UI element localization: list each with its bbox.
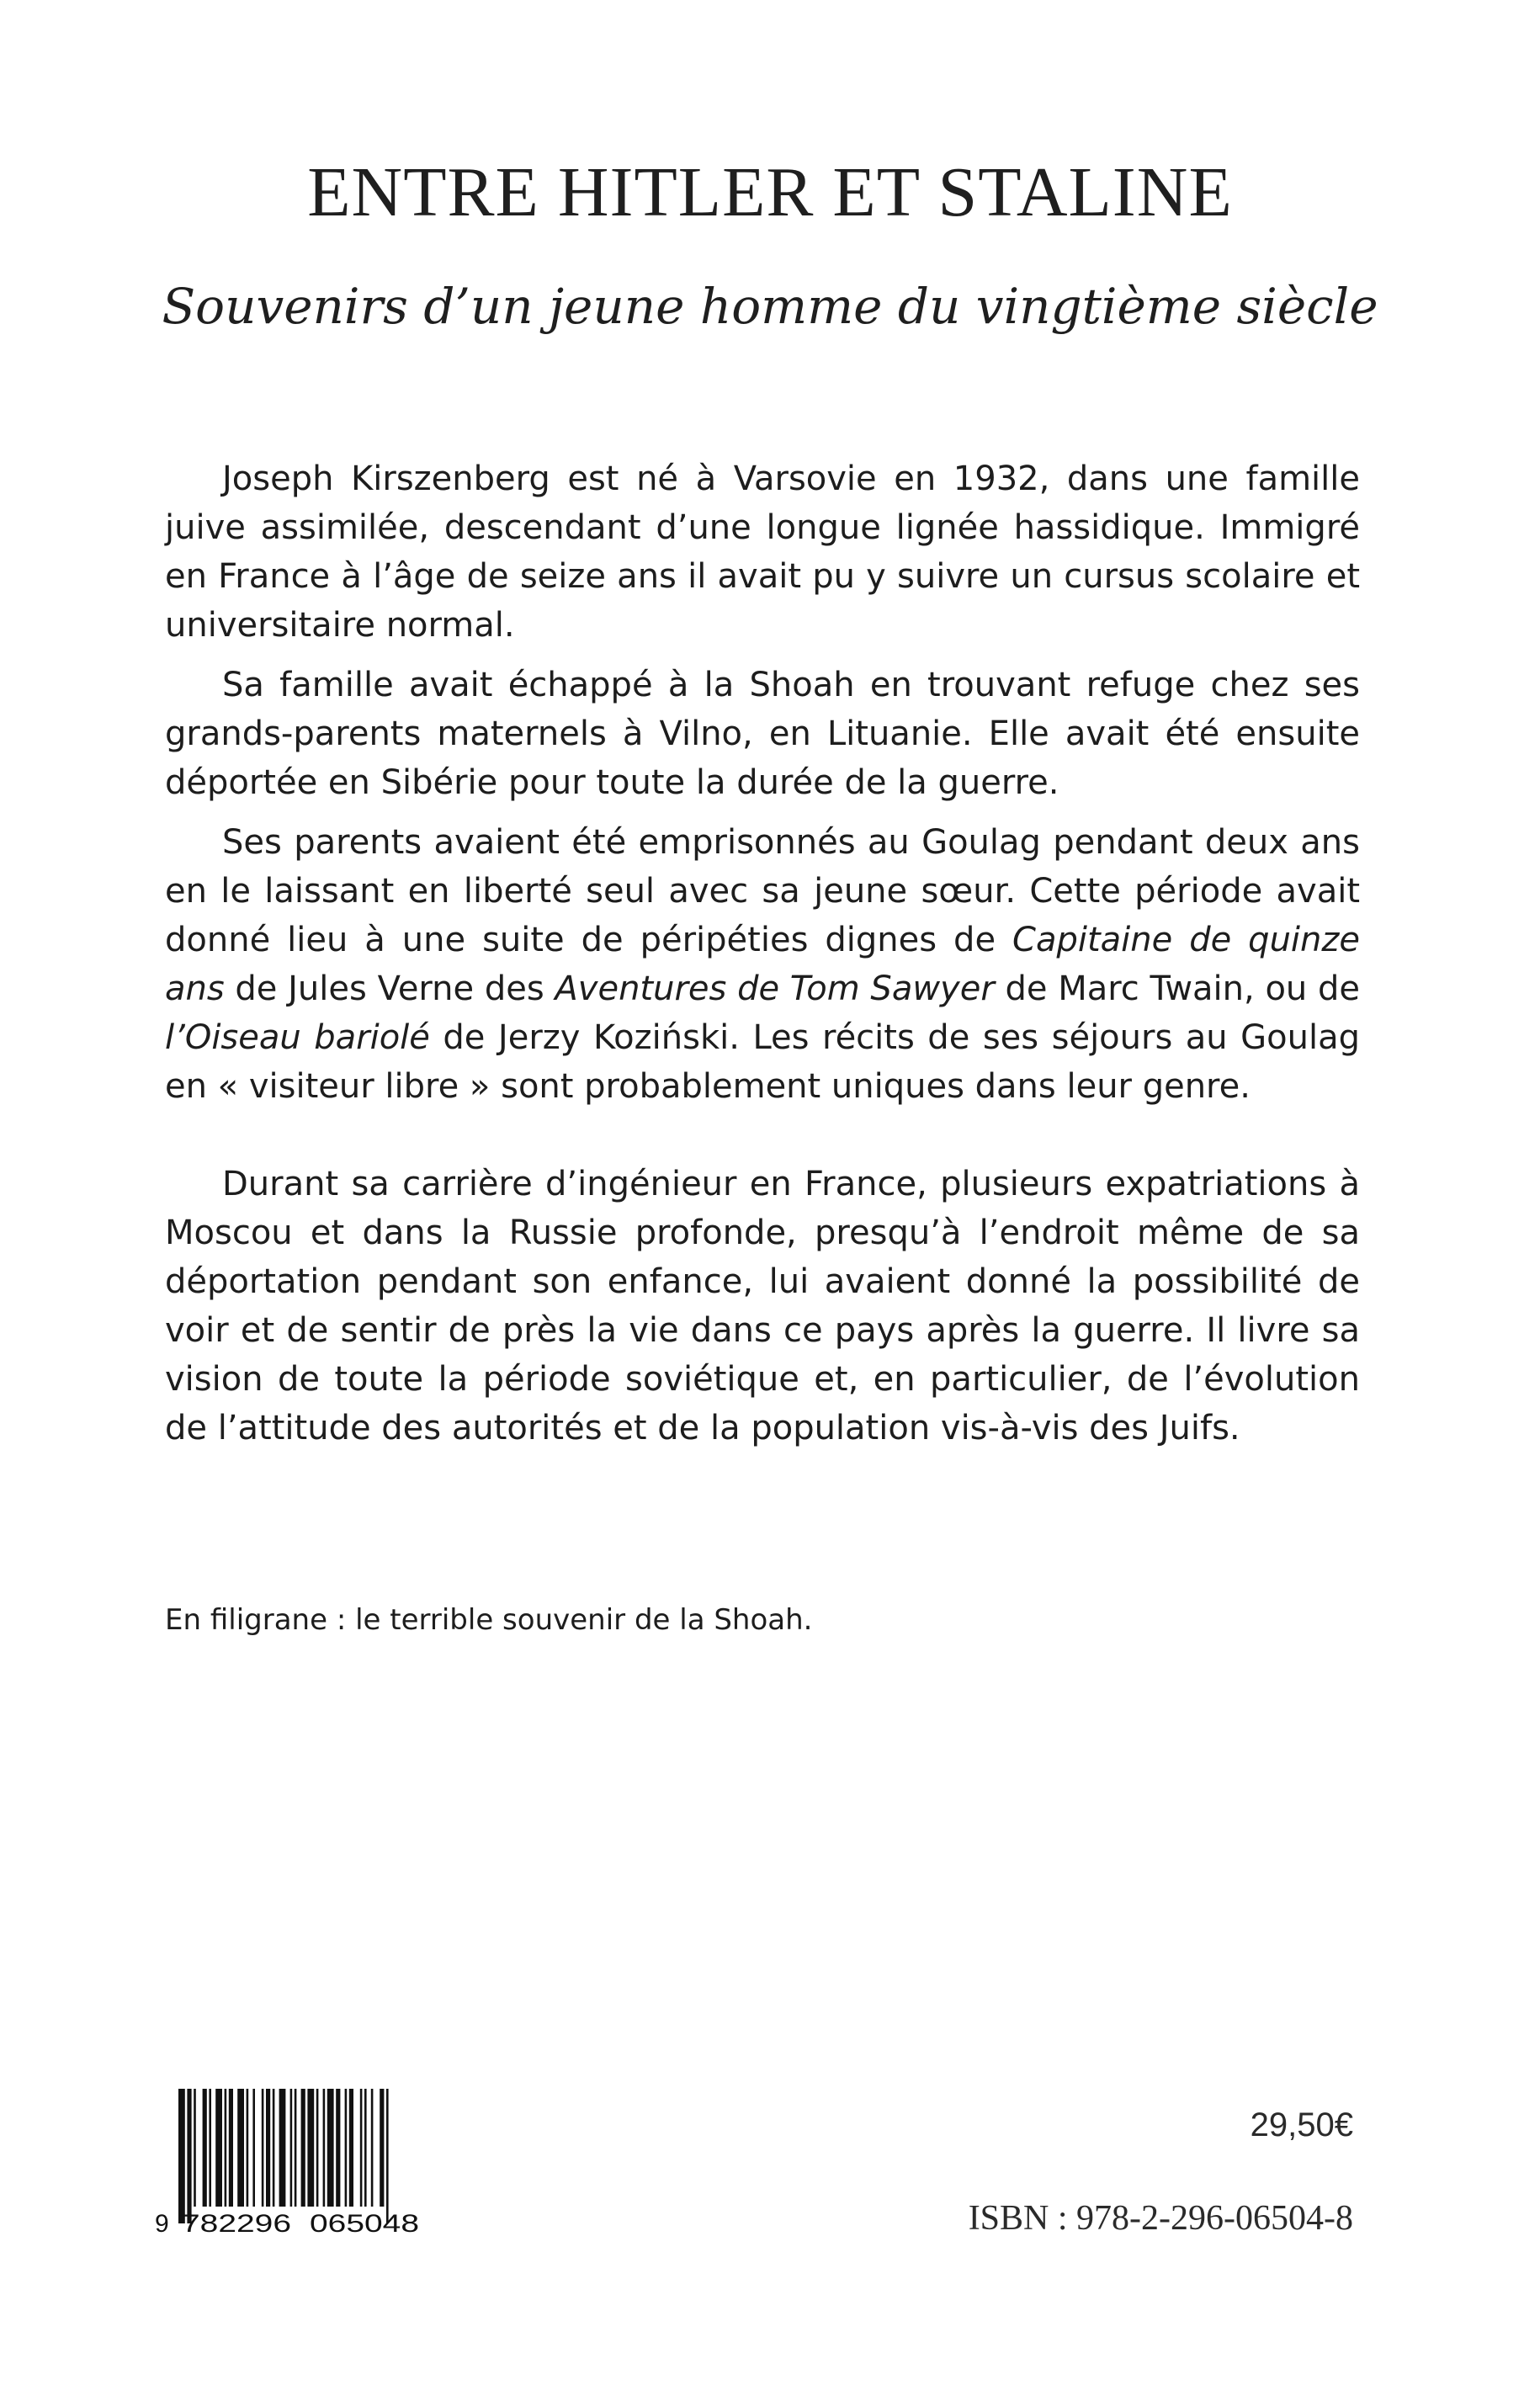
back-cover-blurb <box>165 454 1360 1463</box>
blurb-p3-text-d: de Jerzy Koziński. Les récits de ses séjours au Goulag en « visiteur libre » sont probablement uniques dans leur genre. <box>165 1018 1361 1106</box>
barcode-bar <box>316 2089 319 2207</box>
barcode-bar <box>194 2089 196 2207</box>
blurb-paragraph-1: Joseph Kirszenberg est né à Varsovie en 1932, dans une famille juive assimilée, descendant d’une longue lignée hassidique. Immigré en France à l’âge de seize ans il avait pu y suivre un cursus scolaire et universitaire normal. <box>165 459 1360 645</box>
blurb-p3-text-a: Ses parents avaient été emprisonnés au Goulag pendant deux ans en le laissant en liberté seul avec sa jeune sœur. Cette période avait donné lieu à une suite de péripéties dignes de <box>165 823 1360 959</box>
barcode-digits-left: 782296 <box>182 2210 291 2235</box>
barcode-bar <box>364 2089 367 2207</box>
book-reference-capitaine: Capitaine de quinze ans <box>165 921 1360 1008</box>
barcode-bar <box>327 2089 334 2207</box>
barcode-bar <box>279 2089 286 2207</box>
book-title: ENTRE HITLER ET STALINE <box>307 153 1233 231</box>
barcode-bar <box>307 2089 314 2207</box>
barcode-digit-first: 9 <box>155 2210 169 2235</box>
barcode-bar <box>215 2089 222 2207</box>
barcode-bar <box>237 2089 244 2207</box>
barcode-bar <box>290 2089 293 2207</box>
barcode-bar <box>345 2089 348 2207</box>
barcode-bar <box>252 2089 255 2207</box>
barcode-bar <box>229 2089 233 2207</box>
barcode-bar <box>360 2089 363 2207</box>
barcode-bar <box>225 2089 227 2207</box>
barcode-bar <box>386 2089 389 2223</box>
barcode-digits-right: 065048 <box>310 2210 419 2235</box>
barcode-bar <box>266 2089 270 2207</box>
isbn-barcode <box>148 2087 451 2235</box>
barcode-bar <box>323 2089 326 2207</box>
barcode-bar <box>262 2089 264 2207</box>
blurb-paragraph-4: Durant sa carrière d’ingénieur en France, plusieurs expatriations à Moscou et dans la Russie profonde, presqu’à l’endroit même de sa déportation pendant son enfance, lui avaient donné la possibilité de voir et de sentir de près la vie dans ce pays après la guerre. Il livre sa vision de toute la période soviétique et, en particulier, de l’évolution de l’attitude des autorités et de la population vis-à-vis des Juifs. <box>165 1165 1360 1447</box>
barcode-bar <box>301 2089 305 2207</box>
book-reference-tom-sawyer: Aventures de Tom Sawyer <box>555 969 995 1008</box>
barcode-bar <box>273 2089 275 2207</box>
blurb-p3-text-c: de Marc Twain, ou de <box>994 969 1360 1008</box>
barcode-bar <box>247 2089 249 2207</box>
book-reference-oiseau-bariole: l’Oiseau bariolé <box>165 1018 430 1057</box>
barcode-bar <box>187 2089 191 2223</box>
barcode-bar <box>380 2089 384 2207</box>
barcode-bar <box>336 2089 340 2207</box>
blurb-paragraph-2: Sa famille avait échappé à la Shoah en trouvant refuge chez ses grands-parents maternels à Vilno, en Lituanie. Elle avait été ensuite déportée en Sibérie pour toute la durée de la guerre. <box>165 666 1360 802</box>
barcode-bar <box>371 2089 374 2207</box>
blurb-paragraph-3 <box>165 818 1360 1111</box>
barcode-bar <box>349 2089 353 2207</box>
filigrane-note: En filigrane : le terrible souvenir de la Shoah. <box>165 1603 813 1637</box>
isbn-label: ISBN : 978-2-296-06504-8 <box>968 2199 1353 2238</box>
barcode-bar <box>178 2089 185 2223</box>
book-subtitle: Souvenirs d’un jeune homme du vingtième siècle <box>162 278 1378 335</box>
blurb-p3-text-b: de Jules Verne des <box>224 969 555 1008</box>
price-label: 29,50€ <box>1250 2106 1353 2143</box>
barcode-bar <box>209 2089 211 2207</box>
barcode-bar <box>203 2089 207 2207</box>
barcode-bar <box>295 2089 297 2207</box>
